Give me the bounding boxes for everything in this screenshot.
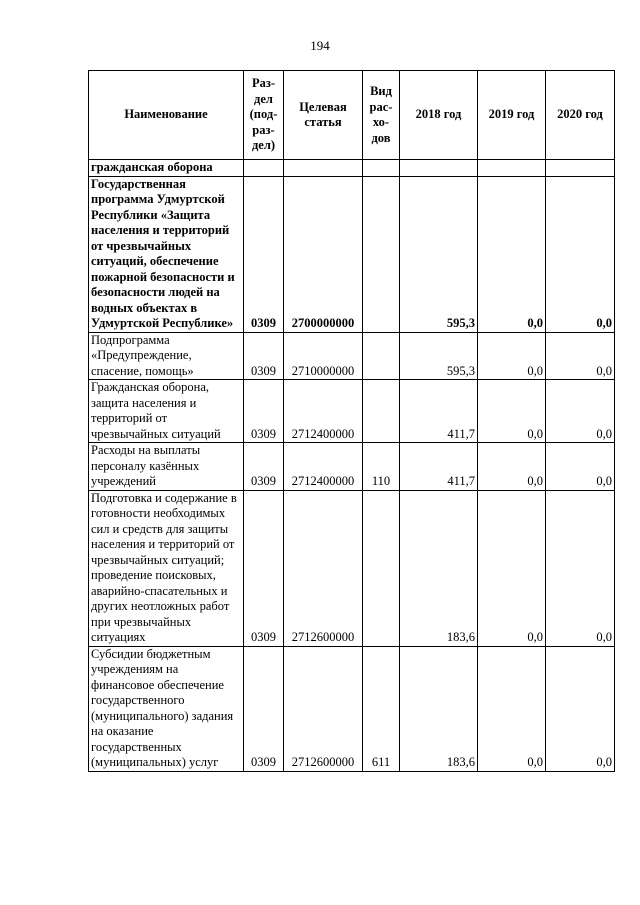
- row-2020: 0,0: [546, 332, 615, 380]
- row-statya: 2712600000: [284, 646, 363, 771]
- table-row: [89, 332, 615, 380]
- header-statya: Целевая статья: [284, 71, 363, 160]
- row-razdel: 0309: [244, 380, 284, 443]
- row-name: Государственная программа Удмуртской Республики «Защита населения и территорий от чрезвычайных ситуаций, обеспечение пожарной безопасности и безопасности людей на водных объектах в Удмуртской Республике»: [89, 176, 244, 332]
- table-header-row: [89, 71, 615, 160]
- row-2020: 0,0: [546, 176, 615, 332]
- table-row: [89, 176, 615, 332]
- row-vid: [363, 176, 400, 332]
- row-vid: 611: [363, 646, 400, 771]
- row-razdel: 0309: [244, 646, 284, 771]
- row-vid: 110: [363, 443, 400, 491]
- row-name: гражданская оборона: [89, 160, 244, 177]
- row-razdel: 0309: [244, 443, 284, 491]
- row-vid: [363, 160, 400, 177]
- row-2018: [400, 160, 478, 177]
- header-razdel: Раз- дел (под- раз- дел): [244, 71, 284, 160]
- row-2018: 411,7: [400, 443, 478, 491]
- header-2020: 2020 год: [546, 71, 615, 160]
- row-razdel: 0309: [244, 176, 284, 332]
- header-2018: 2018 год: [400, 71, 478, 160]
- row-2018: 183,6: [400, 490, 478, 646]
- row-2020: 0,0: [546, 646, 615, 771]
- row-2020: 0,0: [546, 443, 615, 491]
- row-2020: 0,0: [546, 490, 615, 646]
- row-2018: 411,7: [400, 380, 478, 443]
- row-2019: 0,0: [478, 443, 546, 491]
- row-name: Подготовка и содержание в готовности необходимых сил и средств для защиты населения и территорий от чрезвычайных ситуаций; проведение поисковых, аварийно-спасательных и других неотложных работ при чрезвычайных ситуациях: [89, 490, 244, 646]
- row-name: Подпрограмма «Предупреждение, спасение, помощь»: [89, 332, 244, 380]
- table-row: [89, 490, 615, 646]
- row-statya: 2710000000: [284, 332, 363, 380]
- row-2020: 0,0: [546, 380, 615, 443]
- table-row: [89, 160, 615, 177]
- row-razdel: 0309: [244, 332, 284, 380]
- row-statya: 2700000000: [284, 176, 363, 332]
- page-number: 194: [310, 38, 330, 53]
- table-row: [89, 646, 615, 771]
- header-name: Наименование: [89, 71, 244, 160]
- table-row: [89, 443, 615, 491]
- row-name: Гражданская оборона, защита населения и территорий от чрезвычайных ситуаций: [89, 380, 244, 443]
- row-2020: [546, 160, 615, 177]
- budget-table: [88, 70, 615, 772]
- row-razdel: [244, 160, 284, 177]
- row-statya: 2712400000: [284, 380, 363, 443]
- row-statya: 2712600000: [284, 490, 363, 646]
- row-2018: 595,3: [400, 332, 478, 380]
- header-vid: Вид рас- хо- дов: [363, 71, 400, 160]
- row-2019: 0,0: [478, 332, 546, 380]
- row-2019: [478, 160, 546, 177]
- row-2019: 0,0: [478, 380, 546, 443]
- header-2019: 2019 год: [478, 71, 546, 160]
- table-row: [89, 380, 615, 443]
- row-name: Субсидии бюджетным учреждениям на финансовое обеспечение государственного (муниципального) задания на оказание государственных (муниципальных) услуг: [89, 646, 244, 771]
- row-vid: [363, 380, 400, 443]
- row-vid: [363, 490, 400, 646]
- row-statya: [284, 160, 363, 177]
- row-statya: 2712400000: [284, 443, 363, 491]
- row-name: Расходы на выплаты персоналу казённых учреждений: [89, 443, 244, 491]
- row-2019: 0,0: [478, 176, 546, 332]
- row-2019: 0,0: [478, 646, 546, 771]
- row-2018: 595,3: [400, 176, 478, 332]
- row-razdel: 0309: [244, 490, 284, 646]
- row-2018: 183,6: [400, 646, 478, 771]
- row-2019: 0,0: [478, 490, 546, 646]
- row-vid: [363, 332, 400, 380]
